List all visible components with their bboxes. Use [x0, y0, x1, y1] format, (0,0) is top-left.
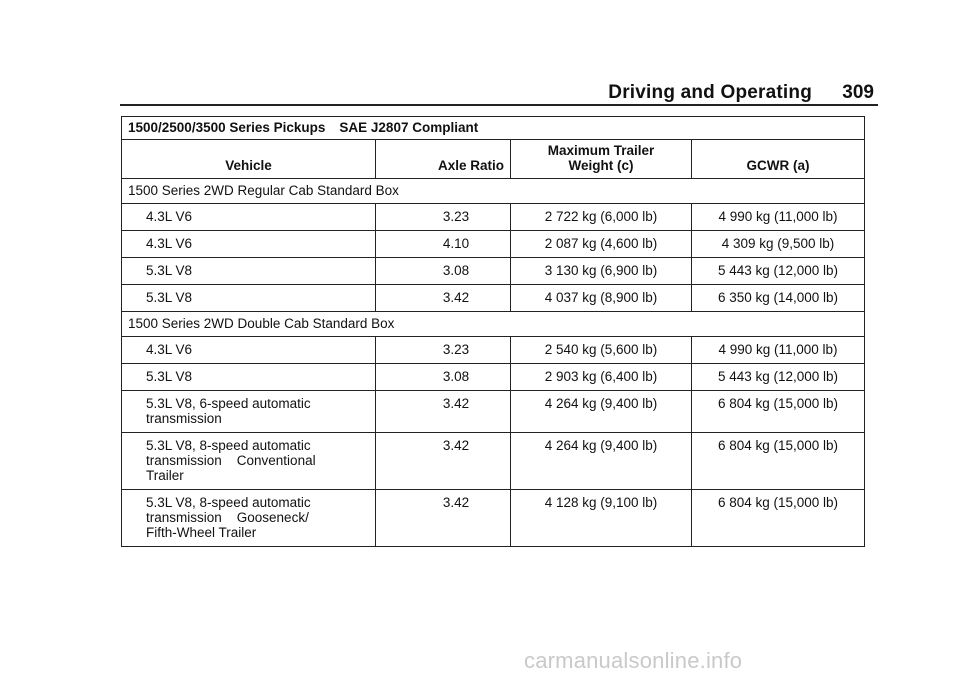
table-row: [122, 391, 865, 433]
column-header-vehicle: Vehicle: [122, 140, 376, 179]
cell-max-trailer-weight: 4 128 kg (9,100 lb): [511, 490, 692, 547]
cell-max-trailer-weight: 3 130 kg (6,900 lb): [511, 258, 692, 285]
section-row: [122, 179, 865, 204]
cell-max-trailer-weight: 2 540 kg (5,600 lb): [511, 337, 692, 364]
cell-gcwr: 4 990 kg (11,000 lb): [692, 204, 865, 231]
table-caption-row: [122, 117, 865, 140]
vehicle-line: transmission: [146, 411, 222, 426]
vehicle-line: 5.3L V8: [146, 263, 193, 278]
cell-axle-ratio: 3.23: [376, 204, 511, 231]
caption-series: 1500/2500/3500 Series Pickups: [128, 120, 326, 135]
caption-compliance: SAE J2807 Compliant: [339, 120, 479, 135]
vehicle-line: transmission Conventional: [146, 453, 316, 468]
vehicle-line: 5.3L V8, 8-speed automatic: [146, 495, 311, 510]
cell-gcwr: 4 990 kg (11,000 lb): [692, 337, 865, 364]
column-header-axle-ratio: Axle Ratio: [376, 140, 511, 179]
vehicle-line: 5.3L V8, 8-speed automatic: [146, 438, 311, 453]
cell-max-trailer-weight: 2 903 kg (6,400 lb): [511, 364, 692, 391]
cell-vehicle: [122, 337, 376, 364]
vehicle-line: Fifth-Wheel Trailer: [146, 525, 257, 540]
vehicle-line: 4.3L V6: [146, 236, 193, 251]
cell-gcwr: 6 804 kg (15,000 lb): [692, 433, 865, 490]
cell-max-trailer-weight: 4 037 kg (8,900 lb): [511, 285, 692, 312]
vehicle-line: 5.3L V8: [146, 369, 193, 384]
vehicle-line: 5.3L V8, 6-speed automatic: [146, 396, 311, 411]
vehicle-line: transmission Gooseneck/: [146, 510, 309, 525]
cell-axle-ratio: 3.23: [376, 337, 511, 364]
page-number: 309: [842, 82, 874, 103]
page-header: [120, 80, 878, 104]
cell-vehicle: [122, 490, 376, 547]
cell-gcwr: 4 309 kg (9,500 lb): [692, 231, 865, 258]
table-row: [122, 490, 865, 547]
cell-max-trailer-weight: 4 264 kg (9,400 lb): [511, 433, 692, 490]
vehicle-line: 5.3L V8: [146, 290, 193, 305]
table-row: [122, 433, 865, 490]
table-row: [122, 364, 865, 391]
cell-vehicle: [122, 204, 376, 231]
cell-axle-ratio: 4.10: [376, 231, 511, 258]
towing-table: [121, 116, 865, 547]
cell-gcwr: 6 350 kg (14,000 lb): [692, 285, 865, 312]
watermark: carmanualsonline.info: [524, 648, 743, 673]
column-header-gcwr: GCWR (a): [692, 140, 865, 179]
cell-vehicle: [122, 231, 376, 258]
cell-axle-ratio: 3.08: [376, 364, 511, 391]
header-rule: [120, 104, 878, 106]
section-title: 1500 Series 2WD Double Cab Standard Box: [122, 312, 865, 337]
vehicle-line: 4.3L V6: [146, 342, 193, 357]
column-header-max-trailer-weight: [511, 140, 692, 179]
table-row: [122, 231, 865, 258]
cell-gcwr: 6 804 kg (15,000 lb): [692, 490, 865, 547]
cell-vehicle: [122, 433, 376, 490]
cell-vehicle: [122, 258, 376, 285]
table-body: [122, 179, 865, 547]
section-title: 1500 Series 2WD Regular Cab Standard Box: [122, 179, 865, 204]
cell-gcwr: 6 804 kg (15,000 lb): [692, 391, 865, 433]
vehicle-line: Trailer: [146, 468, 184, 483]
cell-axle-ratio: 3.42: [376, 490, 511, 547]
column-header-line: Maximum Trailer: [547, 143, 655, 158]
table-row: [122, 337, 865, 364]
cell-max-trailer-weight: 2 087 kg (4,600 lb): [511, 231, 692, 258]
cell-axle-ratio: 3.08: [376, 258, 511, 285]
section-row: [122, 312, 865, 337]
cell-vehicle: [122, 285, 376, 312]
section-title: Driving and Operating: [608, 82, 812, 103]
table-caption: [122, 117, 865, 140]
cell-vehicle: [122, 391, 376, 433]
table-row: [122, 204, 865, 231]
cell-gcwr: 5 443 kg (12,000 lb): [692, 258, 865, 285]
cell-axle-ratio: 3.42: [376, 391, 511, 433]
table-row: [122, 285, 865, 312]
cell-max-trailer-weight: 2 722 kg (6,000 lb): [511, 204, 692, 231]
column-header-line: Weight (c): [568, 158, 634, 173]
vehicle-line: 4.3L V6: [146, 209, 193, 224]
cell-gcwr: 5 443 kg (12,000 lb): [692, 364, 865, 391]
table-header-row: [122, 140, 865, 179]
cell-axle-ratio: 3.42: [376, 433, 511, 490]
cell-max-trailer-weight: 4 264 kg (9,400 lb): [511, 391, 692, 433]
cell-vehicle: [122, 364, 376, 391]
table-row: [122, 258, 865, 285]
cell-axle-ratio: 3.42: [376, 285, 511, 312]
